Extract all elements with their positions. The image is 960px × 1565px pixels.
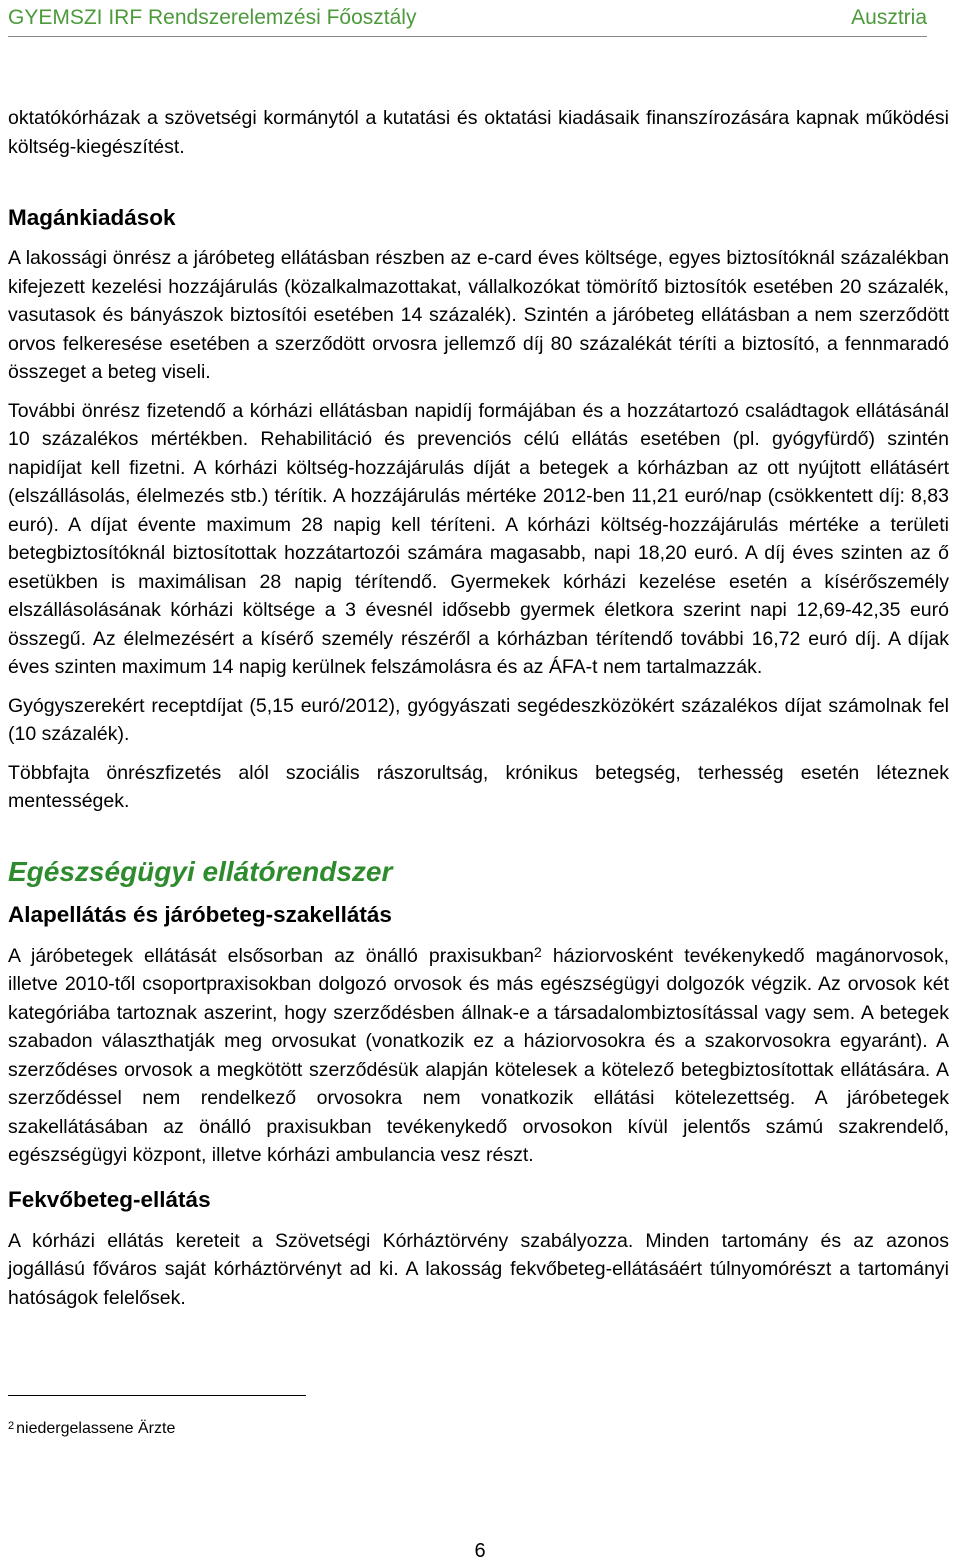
primary-care-paragraph (8, 942, 949, 1170)
header-organization: GYEMSZI IRF Rendszerelemzési Főosztály (8, 6, 417, 29)
primary-care-heading: Alapellátás és járóbeteg-szakellátás (8, 901, 392, 927)
page-content (8, 104, 949, 1312)
intro-paragraph: oktatókórházak a szövetségi kormánytól a kutatási és oktatási kiadásaik finanszírozására kapnak működési költség-kiegészítést. (8, 107, 949, 158)
private-paragraph-4: Többfajta önrészfizetés alól szociális rászorultság, krónikus betegség, terhesség esetén léteznek mentességek. (8, 761, 949, 812)
inpatient-care-heading: Fekvőbeteg-ellátás (8, 1186, 211, 1212)
footnote-reference[interactable]: 2 (534, 943, 542, 960)
footnote-separator (8, 1395, 306, 1396)
private-expenses-heading: Magánkiadások (8, 205, 176, 230)
page-number: 6 (474, 1540, 486, 1562)
private-paragraph-2: További önrész fizetendő a kórházi ellátásban napidíj formájában és a hozzátartozó családtagok ellátásánál 10 százalékos mértékben. Rehabilitáció és prevenciós célú ellátás esetében (pl. gyógyfürdő) szintén napidíjat kell fizetni. A kórházi költség-hozzájárulás díját a betegek a kórházban az ott nyújtott ellátásért (elszállásolás, élelmezés stb.) térítik. A hozzájárulás mértéke 2012-ben 11,21 euró/nap (csökkentett díj: 8,83 euró). A díjat évente maximum 28 napig kell téríteni. A kórházi költség-hozzájárulás mértéke a területi betegbiztosítóknál biztosítottak hozzátartozói számára magasabb, napi 18,20 euró. A díj éves szinten az ő esetükben is maximálisan 28 napig térítendő. Gyermekek kórházi kezelése esetén a kísérőszemély elszállásolásának kórházi költsége a 3 évesnél idősebb gyermek életkora szerint napi 12,69-42,35 euró összegű. Az élelmezésért a kísérő személy részéről a kórházban térítendő további 16,72 euró díj. A díjak éves szinten maximum 14 napig kerülnek felszámolásra és az ÁFA-t nem tartalmazzák. (8, 399, 949, 678)
page-header (8, 0, 927, 37)
footnote-text: niedergelassene Ärzte (16, 1420, 176, 1437)
private-paragraph-3: Gyógyszerekért receptdíjat (5,15 euró/2012), gyógyászati segédeszközökért százalékos díjat számolnak fel (10 százalék). (8, 694, 949, 745)
header-country: Ausztria (851, 6, 927, 29)
inpatient-care-paragraph: A kórházi ellátás kereteit a Szövetségi Kórháztörvény szabályozza. Minden tartomány és az azonos jogállású főváros saját kórháztörvényt ad ki. A lakosság fekvőbeteg-ellátásáért túlnyomórészt a tartományi hatóságok felelősek. (8, 1229, 949, 1309)
private-paragraph-1: A lakossági önrész a járóbeteg ellátásban részben az e-card éves költsége, egyes biztosítóknál százalékban kifejezett kezelési hozzájárulás (közalkalmazottakat, vállalkozókat tömörítő biztosítók esetében 20 százalék, vasutasok és bányászok biztosítói esetében 14 százalék). Szintén a járóbeteg ellátásban a nem szerződött orvos felkeresése esetében a szerződött orvosra jellemző díj 80 százalékát téríti a biztosító, a fennmaradó összeget a beteg viseli. (8, 247, 949, 383)
primary-care-text-end: háziorvosként tevékenykedő magánorvosok, illetve 2010-től csoportpraxisokban dolgozó orvosok és más egészségügyi dolgozók végzik. Az orvosok két kategóriába tartoznak aszerint, hogy szerződésben állnak-e a társadalombiztosítással vagy sem. A betegek szabadon választhatják meg orvosukat (vonatkozik ez a háziorvosokra és a szakorvosokra egyaránt). A szerződéses orvosok a megkötött szerződésük alapján kötelesek a kötelező betegbiztosítottak ellátására. A szerződéssel nem rendelkező orvosokra nem vonatkozik ellátási kötelezettség. A járóbetegek szakellátásában az önálló praxisukban tevékenykedő orvosokon kívül jelentős számú szakrendelő, egészségügyi központ, illetve kórházi ambulancia vesz részt. (8, 944, 949, 1166)
health-system-heading: Egészségügyi ellátórendszer (8, 855, 393, 887)
footnote (8, 1420, 175, 1438)
primary-care-text-start: A járóbetegek ellátását elsősorban az önálló praxisukban (8, 944, 535, 967)
footnote-mark: 2 (8, 1420, 15, 1432)
